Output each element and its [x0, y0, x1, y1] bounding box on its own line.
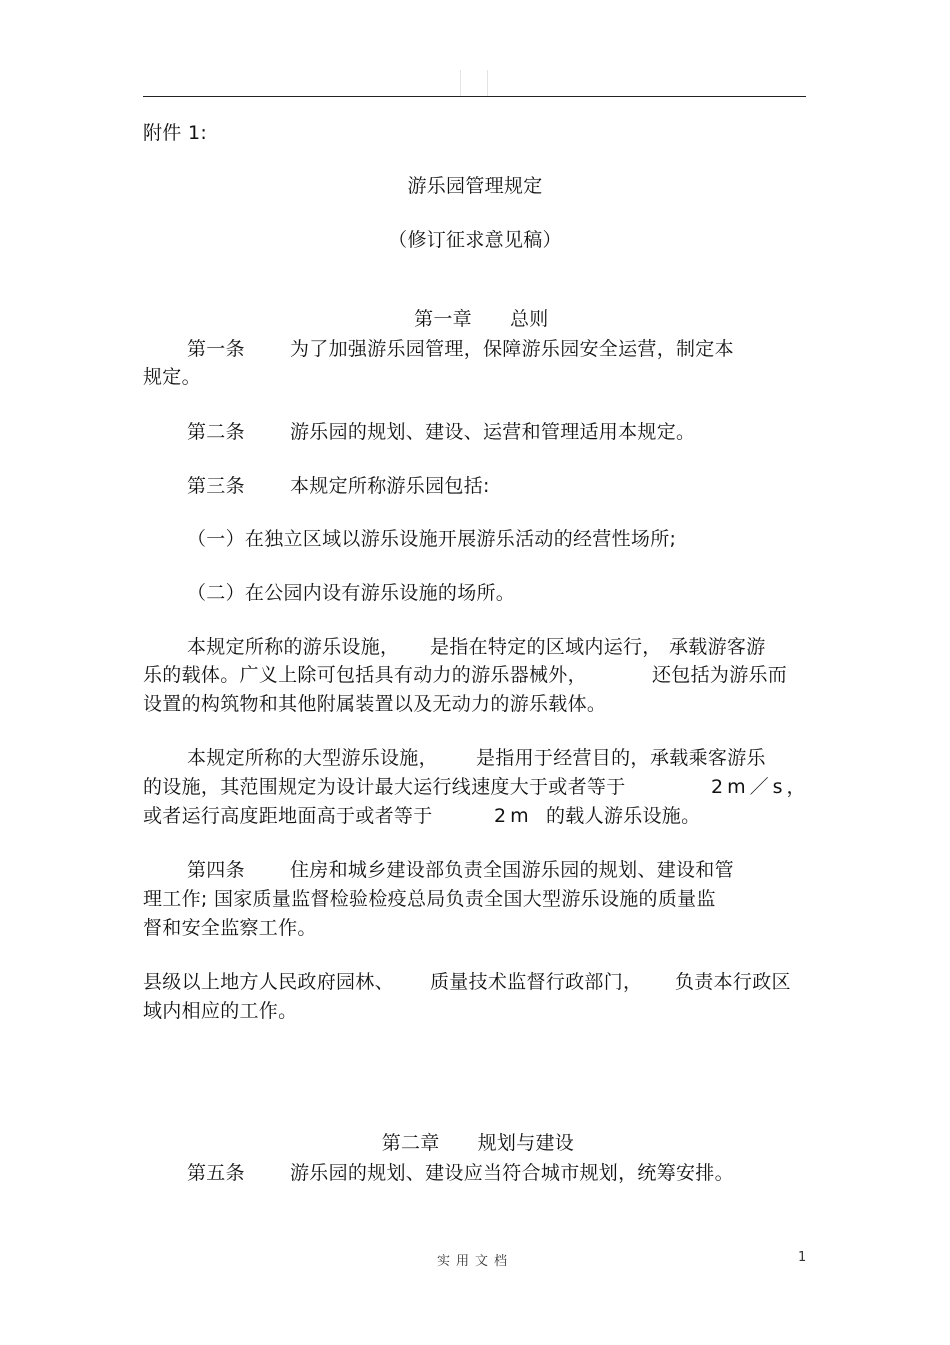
chapter-1-heading: [0, 283, 950, 331]
paragraph-facilities-line-1c: 承载游客游: [669, 636, 766, 658]
article-5-line-1: 游乐园的规划、建设应当符合城市规划，统筹安排。: [290, 1162, 734, 1184]
footer-label: 实用文档: [436, 1254, 513, 1269]
paragraph-large-line-3b: 2m: [494, 805, 533, 827]
paragraph-local-line-1b: 质量技术监督行政部门，: [430, 971, 643, 993]
paragraph-large-line-1b: 是指用于经营目的，: [476, 747, 650, 769]
paragraph-large-line-1c: 承载乘客游乐: [650, 747, 766, 769]
article-4-head: 第四条: [187, 859, 245, 881]
paragraph-large-line-2a: 的设施，其范围规定为设计最大运行线速度大于或者等于: [143, 776, 626, 798]
chapter-1-number: 第一章: [414, 308, 472, 330]
header-mark-left: [460, 70, 461, 96]
paragraph-facilities-line-1b: 是指在特定的区域内运行，: [430, 636, 662, 658]
document-title: 游乐园管理规定: [407, 175, 543, 197]
paragraph-large-line-1a: 本规定所称的大型游乐设施，: [187, 747, 438, 769]
paragraph-large-line-2b: 2m／s，: [711, 776, 810, 798]
header-rule: [143, 96, 806, 97]
paragraph-large-line-3a: 或者运行高度距地面高于或者等于: [143, 805, 433, 827]
article-3-line-1: 本规定所称游乐园包括:: [290, 475, 490, 497]
paragraph-local-line-1a: 县级以上地方人民政府园林、: [143, 971, 394, 993]
paragraph-facilities-line-3: 设置的构筑物和其他附属装置以及无动力的游乐载体。: [143, 693, 607, 715]
paragraph-local-line-2: 域内相应的工作。: [143, 1000, 298, 1022]
article-3-item-1: （一）在独立区域以游乐设施开展游乐活动的经营性场所;: [187, 528, 677, 550]
article-1-line-2: 规定。: [143, 366, 201, 388]
article-3-head: 第三条: [187, 475, 245, 497]
chapter-1-name: 总则: [509, 308, 549, 330]
document-subtitle: （修订征求意见稿）: [388, 229, 562, 251]
paragraph-facilities-line-2b: 还包括为游乐而: [652, 664, 788, 686]
article-1-line-1: 为了加强游乐园管理，保障游乐园安全运营，制定本: [290, 338, 734, 360]
paragraph-facilities-line-2a: 乐的载体。广义上除可包括具有动力的游乐器械外，: [143, 664, 587, 686]
article-2-head: 第二条: [187, 421, 245, 443]
page-number: 1: [798, 1250, 807, 1265]
chapter-2-heading: [369, 1107, 574, 1155]
chapter-2-name: 规划与建设: [477, 1132, 575, 1154]
article-3-item-2: （二）在公园内设有游乐设施的场所。: [187, 582, 516, 604]
attachment-label: 附件 1:: [143, 122, 208, 144]
article-2-line-1: 游乐园的规划、建设、运营和管理适用本规定。: [290, 421, 696, 443]
article-5-head: 第五条: [187, 1162, 245, 1184]
paragraph-large-line-3c: 的载人游乐设施。: [546, 805, 701, 827]
article-4-line-1: 住房和城乡建设部负责全国游乐园的规划、建设和管: [290, 859, 734, 881]
article-1-head: 第一条: [187, 338, 245, 360]
article-4-line-2: 理工作; 国家质量监督检验检疫总局负责全国大型游乐设施的质量监: [143, 888, 716, 910]
paragraph-facilities-line-1a: 本规定所称的游乐设施，: [187, 636, 400, 658]
article-4-line-3: 督和安全监察工作。: [143, 917, 317, 939]
paragraph-local-line-1c: 负责本行政区: [675, 971, 791, 993]
header-mark-right: [487, 70, 488, 96]
chapter-2-number: 第二章: [381, 1132, 440, 1154]
